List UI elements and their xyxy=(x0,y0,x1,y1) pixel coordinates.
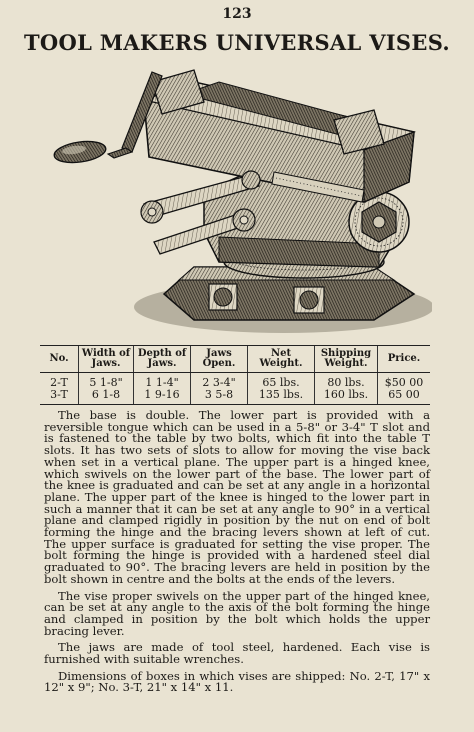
paragraph-dimensions: Dimensions of boxes in which vises are shipped: No. 2-T, 17" x 12" x 9"; No. 3-T, 21" x 14" x 11. xyxy=(44,668,430,695)
header-depth-of-jaws: Depth of Jaws. xyxy=(134,346,191,373)
header-jaws-open: Jaws Open. xyxy=(191,346,248,373)
cell: 65 lbs. xyxy=(248,373,315,390)
description xyxy=(44,410,430,699)
cell: 65 00 xyxy=(378,389,431,405)
cell: $50 00 xyxy=(378,373,431,390)
cell: 6 1-8 xyxy=(79,389,134,405)
header-price: Price. xyxy=(378,346,431,373)
specifications-table xyxy=(40,345,430,405)
crank-handle xyxy=(53,72,162,166)
cell: 1 9-16 xyxy=(134,389,191,405)
table-row xyxy=(40,389,430,405)
header-net-weight: Net Weight. xyxy=(248,346,315,373)
paragraph-swivel: The vise proper swivels on the upper part of the hinged knee, can be set at any angle to the axis of the bolt forming the hinge and clamped in position by the bolt which holds the upper bracing lever. xyxy=(44,588,430,638)
cell: 3-T xyxy=(40,389,79,405)
paragraph-base: The base is double. The lower part is provided with a reversible tongue which can be used in a 5-8" or 3-4" T slot and is fastened to the table by two bolts, which fit into the table T slots. It has two sets of slots to allow for moving the vise back when set in a vertical plane. The upper part is a hinged knee, which swivels on the lower part of the base. The lower part of the knee is graduated and can be set at any angle in a horizontal plane. The upper part of the knee is hinged to the lower part in such a manner that it can be set at any angle to 90° in a vertical plane and clamped rigidly in position by the nut on end of bolt forming the hinge and the bracing levers shown at left of cut. The upper surface is graduated for setting the vise proper. The bolt forming the hinge is provided with a hardened steel dial graduated to 90°. The bracing levers are held in position by the bolt shown in centre and the bolts at the ends of the levers. xyxy=(44,408,430,586)
page-number: 123 xyxy=(222,6,252,22)
page-title: TOOL MAKERS UNIVERSAL VISES. xyxy=(23,30,451,55)
table-row xyxy=(40,373,430,390)
paragraph-jaws: The jaws are made of tool steel, hardened. Each vise is furnished with suitable wrenches. xyxy=(44,640,430,667)
cell: 5 1-8" xyxy=(79,373,134,390)
base-bolt-left xyxy=(209,284,237,310)
header-no: No. xyxy=(40,346,79,373)
table-header-row xyxy=(40,346,430,373)
cell: 2-T xyxy=(50,376,68,389)
cell: 160 lbs. xyxy=(315,389,378,405)
cell: 135 lbs. xyxy=(248,389,315,405)
base-bolt-right xyxy=(294,287,324,313)
header-width-of-jaws: Width of Jaws. xyxy=(79,346,134,373)
header-shipping-weight: Shipping Weight. xyxy=(315,346,378,373)
cell: 80 lbs. xyxy=(315,373,378,390)
cell: 1 1-4" xyxy=(134,373,191,390)
cell: 3 5-8 xyxy=(191,389,248,405)
cell: 2 3-4" xyxy=(191,373,248,390)
vise-illustration xyxy=(44,62,432,337)
